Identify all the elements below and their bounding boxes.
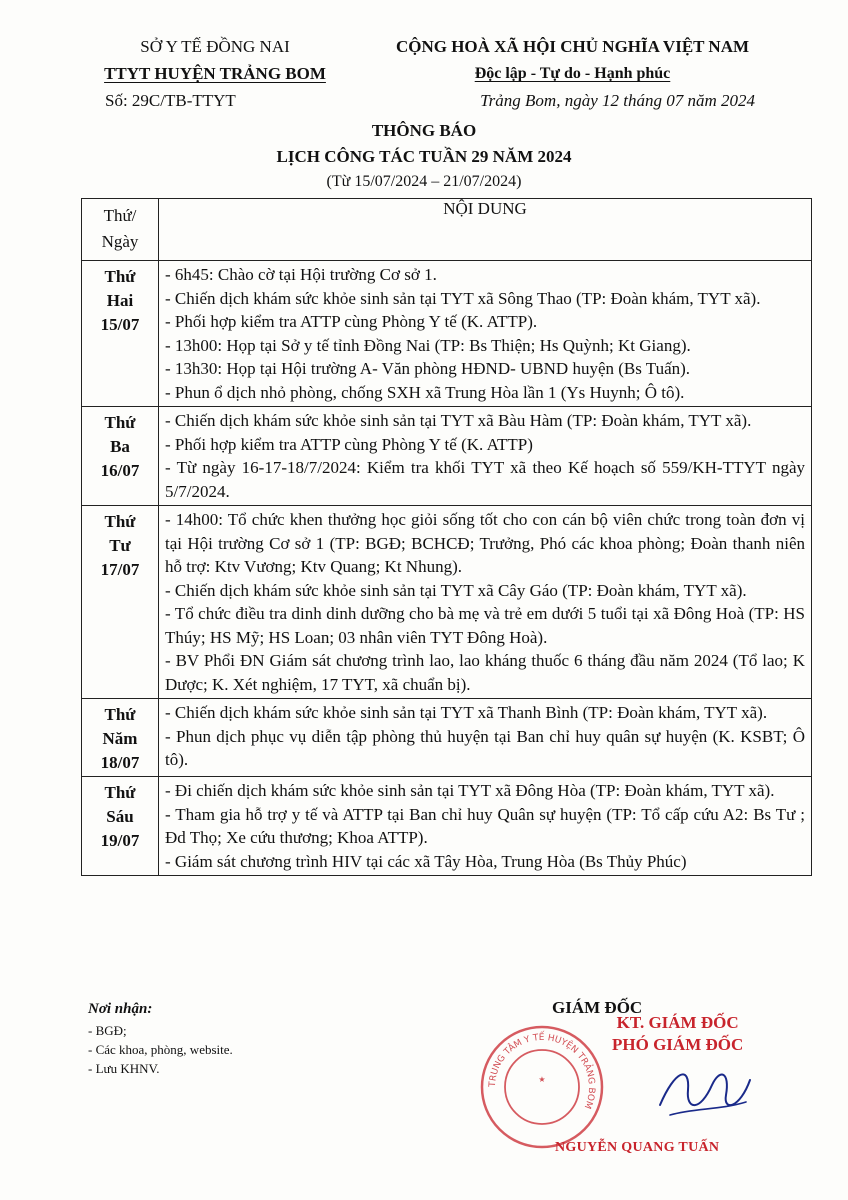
schedule-item: - Đi chiến dịch khám sức khỏe sinh sản tại TYT xã Đông Hòa (TP: Đoàn khám, TYT xã). <box>165 781 775 800</box>
seal-text: TRUNG TÂM Y TẾ HUYỆN TRẢNG BOM <box>487 1032 597 1111</box>
table-row <box>82 407 812 506</box>
svg-text:TRUNG TÂM Y TẾ HUYỆN TRẢNG BOM <box>488 1031 596 1110</box>
day-day: Thứ <box>104 512 136 531</box>
table-header-row <box>82 199 812 261</box>
svg-text:★: ★ <box>538 1075 546 1084</box>
national-header <box>370 33 775 114</box>
content-cell <box>159 261 812 407</box>
organization-name: TTYT HUYỆN TRẢNG BOM <box>104 64 326 83</box>
schedule-item: - Chiến dịch khám sức khỏe sinh sản tại TYT xã Sông Thao (TP: Đoàn khám, TYT xã). <box>165 288 761 308</box>
document-title-block <box>0 118 848 194</box>
schedule-item: - Chiến dịch khám sức khỏe sinh sản tại TYT xã Thanh Bình (TP: Đoàn khám, TYT xã). <box>165 703 768 722</box>
day-day: Thứ <box>104 413 136 432</box>
table-row <box>82 777 812 876</box>
table-row <box>82 699 812 777</box>
table-row <box>82 506 812 699</box>
day-weekday: Hai <box>106 291 134 310</box>
schedule-item: - Chiến dịch khám sức khỏe sinh sản tại TYT xã Bàu Hàm (TP: Đoàn khám, TYT xã). <box>165 411 752 430</box>
document-period: (Từ 15/07/2024 – 21/07/2024) <box>326 173 522 190</box>
handwritten-signature <box>650 1050 760 1135</box>
day-column-header <box>82 199 159 261</box>
schedule-item: - Từ ngày 16-17-18/7/2024: Kiểm tra khối TYT xã theo Kế hoạch số 559/KH-TTYT ngày 5/7/2024. <box>165 458 805 501</box>
day-date: 16/07 <box>100 461 140 480</box>
recipients-block <box>88 1000 233 1078</box>
day-cell <box>82 407 159 506</box>
day-cell <box>82 699 159 777</box>
schedule-item: - Phối hợp kiểm tra ATTP cùng Phòng Y tế (K. ATTP). <box>165 312 538 331</box>
issuing-organization <box>80 33 350 114</box>
day-weekday: Sáu <box>106 807 134 826</box>
day-weekday: Năm <box>102 729 138 748</box>
signer-name: NGUYỄN QUANG TUẤN <box>555 1140 720 1155</box>
day-header-line2: Ngày <box>101 232 139 251</box>
signer-title: GIÁM ĐỐC <box>552 998 643 1017</box>
schedule-item: - Tổ chức điều tra dinh dinh dưỡng cho bà mẹ và trẻ em dưới 5 tuổi tại xã Đông Hoà (TP: HS Thúy; HS Mỹ; HS Loan; 03 nhân viên TYT Đông Hoà). <box>165 604 805 647</box>
table-row <box>82 261 812 407</box>
schedule-body <box>82 261 812 876</box>
document-number: Số: 29C/TB-TTYT <box>105 91 236 110</box>
recipients-label: Nơi nhận: <box>88 1001 153 1017</box>
day-day: Thứ <box>104 783 136 802</box>
day-cell <box>82 261 159 407</box>
schedule-item: - BV Phổi ĐN Giám sát chương trình lao, lao kháng thuốc 6 tháng đầu năm 2024 (Tổ lao; K Dược; K. Xét nghiệm, 17 TYT, xã chuẩn bị). <box>165 651 805 694</box>
content-cell <box>159 407 812 506</box>
recipient-item: - BGĐ; <box>88 1023 127 1038</box>
schedule-item: - Phun ổ dịch nhỏ phòng, chống SXH xã Trung Hòa lần 1 (Ys Huynh; Ô tô). <box>165 382 685 402</box>
day-weekday: Tư <box>109 536 131 555</box>
schedule-item: - Tham gia hỗ trợ y tế và ATTP tại Ban chỉ huy Quân sự huyện (TP: Tổ cấp cứu A2: Bs Tư ; Đd Thọ; Xe cứu thương; Khoa ATTP). <box>165 804 805 847</box>
schedule-item: - 14h00: Tổ chức khen thưởng học giỏi sống tốt cho con cán bộ viên chức trong toàn đơn vị tại Hội trường Cơ sở 1 (TP: BGĐ; BCHCĐ; Trưởng, Phó các khoa phòng; Đoàn thanh niên hỗ trợ: Ktv Vương; Ktv Quang; Kt Nhung). <box>165 510 805 576</box>
nation-name: CỘNG HOÀ XÃ HỘI CHỦ NGHĨA VIỆT NAM <box>395 37 750 56</box>
content-cell <box>159 506 812 699</box>
stamp-line-1: KT. GIÁM ĐỐC <box>616 1013 739 1032</box>
recipient-item: - Lưu KHNV. <box>88 1061 160 1076</box>
place-and-date: Trảng Bom, ngày 12 tháng 07 năm 2024 <box>480 91 755 110</box>
schedule-table <box>81 198 812 876</box>
schedule-item: - 13h00: Họp tại Sở y tế tỉnh Đồng Nai (TP: Bs Thiện; Hs Quỳnh; Kt Giang). <box>165 335 691 355</box>
day-cell <box>82 506 159 699</box>
day-weekday: Ba <box>110 437 130 456</box>
parent-organization: SỞ Y TẾ ĐỒNG NAI <box>140 37 290 56</box>
day-cell <box>82 777 159 876</box>
schedule-item: - 13h30: Họp tại Hội trường A- Văn phòng HĐND- UBND huyện (Bs Tuấn). <box>165 359 691 378</box>
day-date: 15/07 <box>100 315 140 334</box>
document-subject: LỊCH CÔNG TÁC TUẦN 29 NĂM 2024 <box>276 147 572 166</box>
day-day: Thứ <box>104 705 136 724</box>
day-date: 19/07 <box>100 831 140 850</box>
official-seal <box>477 1022 607 1157</box>
document-type: THÔNG BÁO <box>371 121 477 140</box>
content-cell <box>159 777 812 876</box>
schedule-item: - Giám sát chương trình HIV tại các xã Tây Hòa, Trung Hòa (Bs Thủy Phúc) <box>165 851 687 871</box>
stamp-line-2: PHÓ GIÁM ĐỐC <box>612 1035 744 1054</box>
national-motto: Độc lập - Tự do - Hạnh phúc <box>474 65 671 82</box>
day-day: Thứ <box>104 267 136 286</box>
schedule-item: - 6h45: Chào cờ tại Hội trường Cơ sở 1. <box>165 265 437 284</box>
day-header-line1: Thứ/ <box>103 206 137 225</box>
day-date: 18/07 <box>100 753 140 772</box>
content-column-header: NỘI DUNG <box>159 199 812 261</box>
schedule-item: - Chiến dịch khám sức khỏe sinh sản tại TYT xã Cây Gáo (TP: Đoàn khám, TYT xã). <box>165 580 747 600</box>
day-date: 17/07 <box>100 560 140 579</box>
schedule-item: - Phun dịch phục vụ diễn tập phòng thủ huyện tại Ban chỉ huy quân sự huyện (K. KSBT; Ô tô). <box>165 726 805 769</box>
content-cell <box>159 699 812 777</box>
schedule-item: - Phối hợp kiểm tra ATTP cùng Phòng Y tế (K. ATTP) <box>165 434 533 454</box>
recipient-item: - Các khoa, phòng, website. <box>88 1042 233 1057</box>
